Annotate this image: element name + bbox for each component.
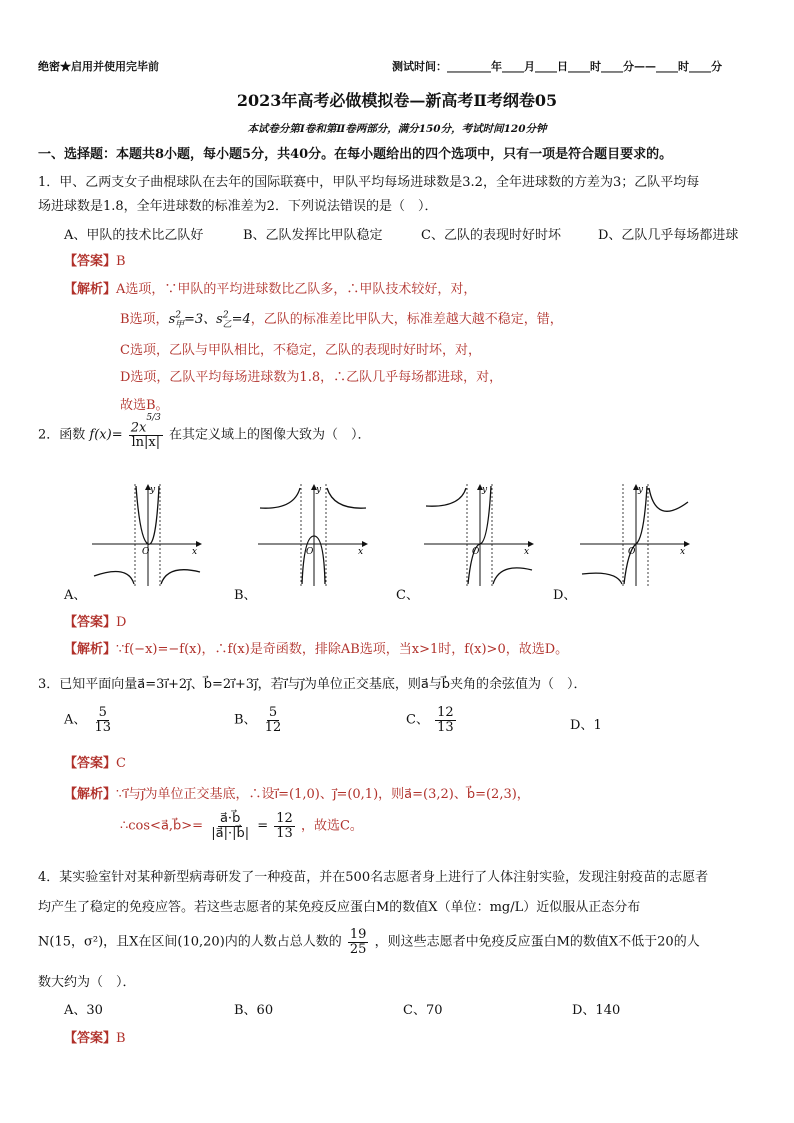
q4-line3-prefix: N(15，σ²)，且X在区间(10,20)内的人数占总人数的 bbox=[38, 934, 342, 950]
option-den: 12 bbox=[264, 719, 282, 735]
q1-option-b: B、乙队发挥比甲队稳定 bbox=[243, 228, 383, 243]
section-text: 一、选择题：本题共8小题，每小题5分，共40分。在每小题给出的四个选项中，只有一项是符合题目要求的。 bbox=[38, 147, 673, 162]
option-num: 12 bbox=[437, 705, 454, 720]
answer-value: D bbox=[116, 615, 127, 630]
q2-function: f(x)= bbox=[89, 427, 123, 443]
cos-fraction: $\frac{a⃗\cdot b⃗}{|a⃗|\cdot|b⃗|}$ bbox=[211, 811, 250, 841]
analysis-prefix: ∴cos<a⃗,b⃗>= bbox=[120, 818, 204, 834]
q4-option-c: C、70 bbox=[403, 1003, 443, 1018]
q2-stem-suffix: 在其定义域上的图像大致为（ ）． bbox=[168, 427, 371, 443]
confidential-label: 绝密★启用并使用完毕前 bbox=[38, 60, 159, 73]
answer-tag: 【答案】 bbox=[64, 1031, 117, 1046]
option-den: 13 bbox=[437, 719, 454, 735]
svg-text:y: y bbox=[316, 485, 322, 495]
option-num: 5 bbox=[268, 705, 278, 720]
analysis-tag: 【解析】 bbox=[64, 282, 117, 297]
answer-tag: 【答案】 bbox=[64, 615, 117, 630]
q3-option-a bbox=[64, 706, 115, 734]
analysis-tag: 【解析】 bbox=[64, 787, 117, 802]
answer-value: B bbox=[116, 1031, 126, 1046]
q2-graph-d bbox=[580, 480, 692, 588]
q2-label-b: B、 bbox=[234, 588, 257, 603]
option-label: C、 bbox=[406, 712, 429, 728]
q2-label-a: A、 bbox=[64, 588, 87, 603]
svg-text:y: y bbox=[638, 485, 644, 495]
q2-graph-c bbox=[424, 480, 536, 588]
q4-option-b: B、60 bbox=[234, 1003, 274, 1018]
q4-fraction: $\frac{19}{25}$ bbox=[349, 927, 367, 957]
q1-option-d: D、乙队几乎每场都进球 bbox=[598, 228, 739, 243]
svg-text:O: O bbox=[306, 547, 314, 557]
analysis-text: A选项，∵甲队的平均进球数比乙队多，∴甲队技术较好，对， bbox=[116, 282, 477, 297]
analysis-suffix: ，故选C。 bbox=[300, 818, 363, 834]
svg-text:O: O bbox=[142, 547, 150, 557]
q3-stem: 3．已知平面向量a⃗=3i⃗+2j⃗、b⃗=2i⃗+3j⃗，若i⃗与j⃗为单位正交基底，则a⃗与b⃗夹角的余弦值为（ ）． bbox=[38, 677, 587, 692]
analysis-text: B选项， bbox=[120, 312, 169, 327]
svg-text:x: x bbox=[524, 547, 530, 557]
q2-fraction: $\frac{2x^{5/3}}{\ln|x|}$ bbox=[130, 413, 161, 450]
option-num: 1 bbox=[593, 718, 602, 733]
page-subtitle: 本试卷分第Ⅰ卷和第Ⅱ卷两部分，满分150分，考试时间120分钟 bbox=[247, 123, 547, 135]
svg-text:x: x bbox=[680, 547, 686, 557]
q1-analysis-b bbox=[120, 308, 563, 330]
svg-text:x: x bbox=[192, 547, 198, 557]
q1-analysis-a bbox=[64, 278, 476, 297]
svg-text:y: y bbox=[150, 485, 156, 495]
q3-analysis-line2: ∴cos<a⃗,b⃗>= $\frac{a⃗\cdot b⃗}{|a⃗|\cdot|b⃗|}$ = $\frac{12}{13}$ ，故选C。 bbox=[120, 811, 363, 841]
analysis-text: ∵i⃗与j⃗为单位正交基底，∴设i⃗=(1,0)、j⃗=(0,1)，则a⃗=(3,2)、b⃗=(2,3)， bbox=[116, 787, 530, 802]
option-label: A、 bbox=[64, 712, 87, 728]
answer-tag: 【答案】 bbox=[64, 756, 117, 771]
q1-stem-line2: 场进球数是1.8，全年进球数的标准差为2．下列说法错误的是（ ）． bbox=[38, 199, 438, 214]
option-label: B、 bbox=[234, 712, 257, 728]
q4-option-d: D、140 bbox=[572, 1003, 621, 1018]
q4-answer bbox=[64, 1027, 126, 1046]
q1-analysis-d: D选项，乙队平均每场进球数为1.8，∴乙队几乎每场都进球，对， bbox=[120, 370, 503, 385]
q3-option-b bbox=[234, 706, 285, 734]
section-heading bbox=[38, 143, 672, 162]
option-num: 5 bbox=[98, 705, 107, 720]
svg-text:O: O bbox=[628, 547, 636, 557]
test-time-line: 测试时间：________年____月____日____时____分——____时____分 bbox=[392, 60, 722, 73]
q3-option-c bbox=[406, 706, 458, 734]
q1-analysis-c: C选项，乙队与甲队相比，不稳定，乙队的表现时好时坏，对， bbox=[120, 343, 481, 358]
q4-option-a: A、30 bbox=[64, 1003, 103, 1018]
analysis-text: ，乙队的标准差比甲队大，标准差越大越不稳定，错， bbox=[250, 312, 563, 327]
q1-option-c: C、乙队的表现时好时坏 bbox=[421, 228, 561, 243]
analysis-tag: 【解析】 bbox=[64, 642, 117, 657]
q2-answer bbox=[64, 611, 126, 630]
variance-formula: $s^2_甲=3$、$s^2_乙=4$ bbox=[168, 310, 251, 330]
page-title: 2023年高考必做模拟卷—新高考Ⅱ考纲卷05 bbox=[236, 91, 558, 110]
svg-text:x: x bbox=[358, 547, 364, 557]
svg-text:O: O bbox=[472, 547, 480, 557]
option-den: 13 bbox=[94, 719, 112, 735]
answer-value: B bbox=[116, 254, 126, 269]
q2-stem-prefix: 2．函数 bbox=[38, 427, 86, 443]
analysis-text: ∵f(−x)=−f(x)，∴f(x)是奇函数，排除AB选项，当x>1时，f(x)>0，故选D。 bbox=[116, 642, 569, 657]
q3-option-d bbox=[570, 714, 602, 733]
q2-label-d: D、 bbox=[553, 588, 577, 603]
q2-analysis bbox=[64, 638, 568, 657]
q4-line1: 4．某实验室针对某种新型病毒研发了一种疫苗，并在500名志愿者身上进行了人体注射实验，发现注射疫苗的志愿者 bbox=[38, 870, 709, 885]
answer-value: C bbox=[116, 756, 126, 771]
q1-option-a: A、甲队的技术比乙队好 bbox=[64, 228, 204, 243]
q2-graph-b bbox=[258, 480, 370, 588]
q4-line3 bbox=[38, 928, 700, 956]
q1-analysis-conclusion: 故选B。 bbox=[120, 398, 169, 413]
q2-label-c: C、 bbox=[396, 588, 419, 603]
option-label: D、 bbox=[570, 718, 594, 733]
q4-line3-suffix: ，则这些志愿者中免疫反应蛋白M的数值X不低于20的人 bbox=[374, 934, 700, 950]
q3-answer bbox=[64, 752, 126, 771]
answer-tag: 【答案】 bbox=[64, 254, 117, 269]
q1-stem-line1: 1．甲、乙两支女子曲棍球队在去年的国际联赛中，甲队平均每场进球数是3.2，全年进球数的方差为3；乙队平均每 bbox=[38, 175, 700, 190]
cos-value: $\frac{12}{13}$ bbox=[276, 811, 293, 841]
q4-line2: 均产生了稳定的免疫应答。若这些志愿者的某免疫反应蛋白M的数值X（单位：mg/L）近似服从正态分布 bbox=[38, 900, 641, 915]
q4-line4: 数大约为（ ）． bbox=[38, 975, 136, 990]
q1-answer bbox=[64, 250, 126, 269]
q2-graph-a bbox=[92, 480, 204, 588]
svg-text:y: y bbox=[482, 485, 488, 495]
q3-analysis-line1 bbox=[64, 783, 530, 802]
q2-stem bbox=[38, 413, 371, 450]
